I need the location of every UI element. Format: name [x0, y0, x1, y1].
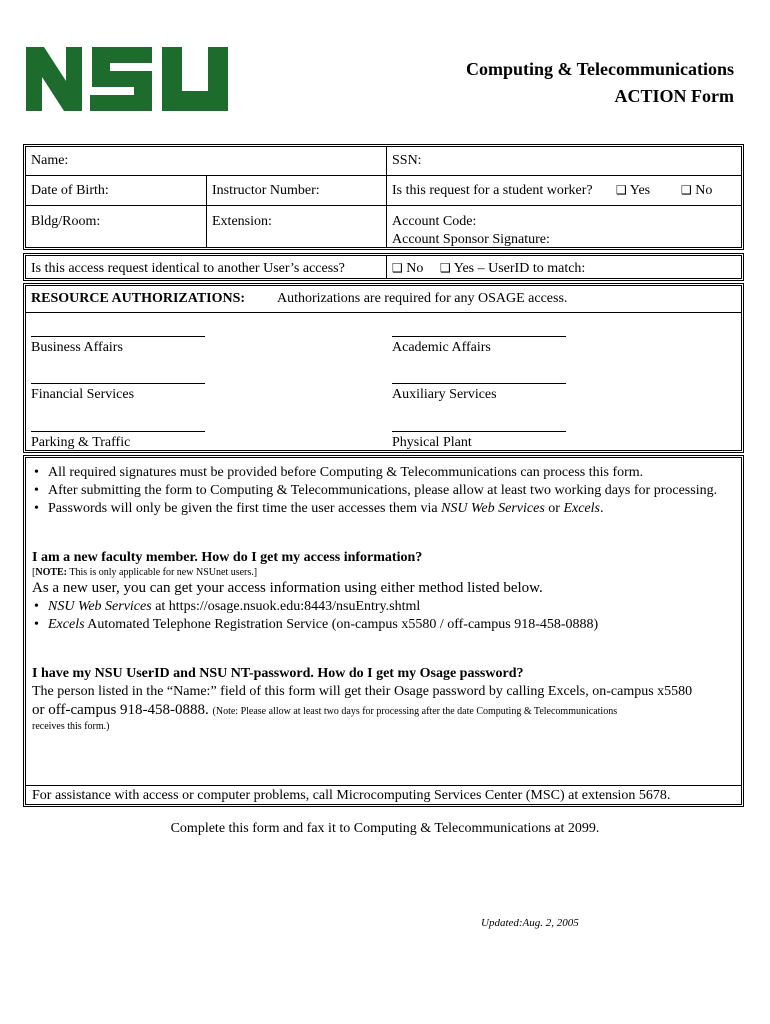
- checkbox-icon[interactable]: ❑: [616, 183, 627, 197]
- list-item: • All required signatures must be provided before Computing & Telecommunications can process this form.: [32, 464, 737, 482]
- identical-access-section: [23, 253, 744, 281]
- identical-question: Is this access request identical to another User’s access?: [31, 261, 345, 276]
- parking-traffic-label: Parking & Traffic: [31, 435, 131, 450]
- yes-label: Yes – UserID to match:: [453, 261, 586, 276]
- signature-line[interactable]: [392, 383, 566, 384]
- sponsor-signature-field[interactable]: Account Sponsor Signature:: [392, 232, 550, 247]
- checkbox-icon[interactable]: ❑: [681, 183, 692, 197]
- ssn-field[interactable]: SSN:: [392, 153, 422, 168]
- resource-authorizations-section: [23, 283, 744, 453]
- financial-services-label: Financial Services: [31, 387, 135, 402]
- list-item: • NSU Web Services at https://osage.nsuok.edu:8443/nsuEntry.shtml: [32, 598, 737, 616]
- name-field[interactable]: Name:: [31, 153, 69, 168]
- nsu-logo: [26, 47, 228, 111]
- faculty-intro: As a new user, you can get your access information using either method listed below.: [32, 580, 543, 596]
- access-methods-list: [32, 598, 737, 634]
- updated-date: Updated:Aug. 2, 2005: [481, 917, 579, 929]
- no-label: No: [695, 183, 713, 198]
- assistance-text: For assistance with access or computer problems, call Microcomputing Services Center (MSC) at extension 5678.: [32, 788, 671, 803]
- osage-note: receives this form.): [32, 721, 110, 732]
- footer-instructions: Complete this form and fax it to Computing & Telecommunications at 2099.: [170, 821, 600, 836]
- list-item: • Passwords will only be given the first time the user accesses them via NSU Web Services or Excels.: [32, 500, 737, 518]
- business-affairs-label: Business Affairs: [31, 340, 123, 355]
- list-item: • Excels Automated Telephone Registration Service (on-campus x5580 / off-campus 918-458-0888): [32, 616, 737, 634]
- osage-heading: I have my NSU UserID and NSU NT-password. How do I get my Osage password?: [32, 666, 524, 681]
- requirements-list: [32, 464, 737, 518]
- resource-note: Authorizations are required for any OSAGE access.: [277, 291, 568, 306]
- physical-plant-label: Physical Plant: [392, 435, 472, 450]
- signature-line[interactable]: [31, 431, 205, 432]
- osage-text: The person listed in the “Name:” field of this form will get their Osage password by calling Excels, on-campus x5580: [32, 684, 693, 699]
- extension-field[interactable]: Extension:: [212, 214, 272, 229]
- student-worker-yes[interactable]: [616, 183, 650, 199]
- instructions-section: [23, 455, 744, 807]
- signature-line[interactable]: [31, 383, 205, 384]
- applicant-info-section: [23, 144, 744, 250]
- faculty-note: [NOTE: This is only applicable for new NSUnet users.]: [32, 567, 258, 578]
- title-line-2: ACTION Form: [614, 86, 734, 106]
- signature-line[interactable]: [31, 336, 205, 337]
- yes-label: Yes: [629, 183, 651, 198]
- student-worker-no[interactable]: [681, 183, 712, 199]
- bldg-room-field[interactable]: Bldg/Room:: [31, 214, 101, 229]
- identical-yes-option[interactable]: [440, 261, 585, 277]
- resource-heading: RESOURCE AUTHORIZATIONS:: [31, 291, 246, 306]
- signature-line[interactable]: [392, 336, 566, 337]
- checkbox-icon[interactable]: ❑: [440, 261, 451, 275]
- checkbox-icon[interactable]: ❑: [392, 261, 403, 275]
- instructor-number-field[interactable]: Instructor Number:: [212, 183, 320, 198]
- auxiliary-services-label: Auxiliary Services: [392, 387, 497, 402]
- account-code-field[interactable]: Account Code:: [392, 214, 477, 229]
- form-title: [466, 56, 734, 110]
- dob-field[interactable]: Date of Birth:: [31, 183, 109, 198]
- faculty-heading: I am a new faculty member. How do I get my access information?: [32, 550, 423, 565]
- signature-line[interactable]: [392, 431, 566, 432]
- title-line-1: Computing & Telecommunications: [465, 59, 734, 79]
- identical-no-option[interactable]: [392, 261, 423, 277]
- list-item: • After submitting the form to Computing & Telecommunications, please allow at least two working days for processing.: [32, 482, 737, 500]
- no-label: No: [406, 261, 424, 276]
- student-worker-question: Is this request for a student worker?: [392, 183, 593, 198]
- academic-affairs-label: Academic Affairs: [392, 340, 491, 355]
- osage-text-2: or off-campus 918-458-0888. (Note: Please allow at least two days for processing after the date Computing & Telecommunications: [32, 702, 618, 718]
